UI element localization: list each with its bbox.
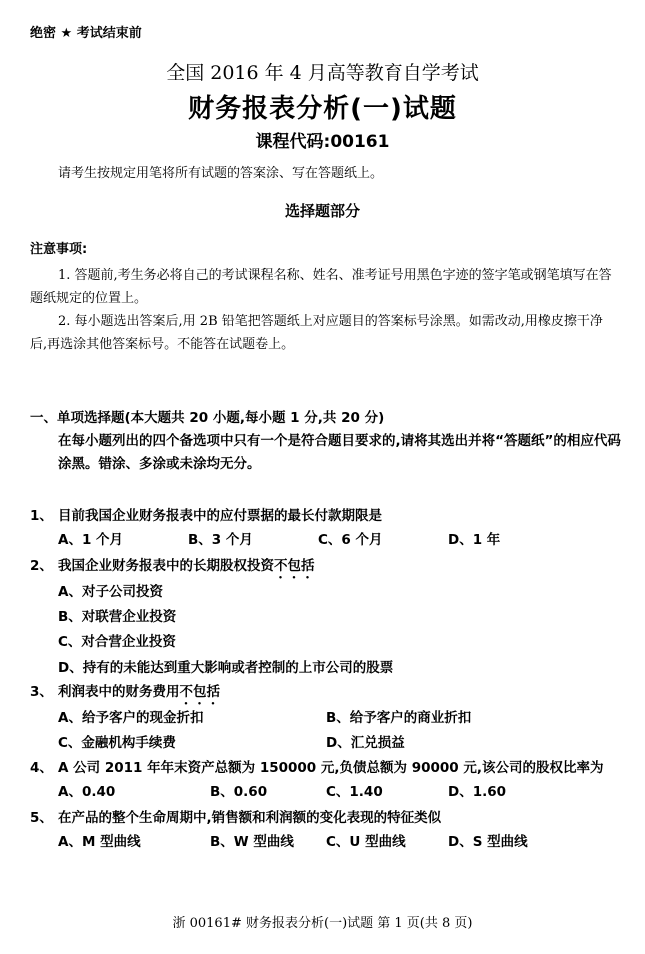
option-c: C、对合营企业投资 [58, 634, 176, 650]
question-stem: 利润表中的财务费用 [58, 684, 180, 700]
option-c: C、6 个月 [318, 532, 383, 548]
question-text: 在产品的整个生命周期中,销售额和利润额的变化表现的特征类似 [58, 810, 442, 826]
option-a: A、0.40 [58, 784, 116, 800]
note-item: 2. 每小题选出答案后,用 2B 铅笔把答题纸上对应题目的答案标号涂黑。如需改动,用橡皮擦干净后,再选涂其他答案标号。不能答在试题卷上。 [30, 314, 603, 352]
option-b: B、0.60 [210, 784, 268, 800]
question-text: A 公司 2011 年年末资产总额为 150000 元,负债总额为 90000 元,该公司的股权比率为 [58, 760, 604, 776]
emphasized-text: 不包括 [274, 558, 315, 574]
question-number: 3、 [30, 684, 53, 700]
option-c: C、1.40 [326, 784, 383, 800]
question-number: 4、 [30, 760, 53, 776]
question-number: 5、 [30, 810, 53, 826]
general-instruction: 请考生按规定用笔将所有试题的答案涂、写在答题纸上。 [58, 166, 384, 181]
page-footer: 浙 00161# 财务报表分析(一)试题 第 1 页(共 8 页) [172, 916, 473, 931]
option-d: D、1 年 [448, 532, 501, 548]
option-d: D、1.60 [448, 784, 507, 800]
question-text: 目前我国企业财务报表中的应付票据的最长付款期限是 [58, 508, 382, 524]
part-description: 在每小题列出的四个备选项中只有一个是符合题目要求的,请将其选出并将“答题纸”的相应代码涂黑。错涂、多涂或未涂均无分。 [58, 433, 621, 472]
option-a: A、对子公司投资 [58, 584, 163, 600]
option-d: D、汇兑损益 [326, 735, 405, 751]
course-code: 课程代码:00161 [255, 132, 390, 152]
paper-title: 财务报表分析(一)试题 [188, 94, 457, 124]
question-number: 2、 [30, 558, 53, 574]
option-b: B、3 个月 [188, 532, 253, 548]
note-item: 1. 答题前,考生务必将自己的考试课程名称、姓名、准考证号用黑色字迹的签字笔或钢笔填写在答题纸规定的位置上。 [30, 268, 612, 306]
option-b: B、给予客户的商业折扣 [326, 710, 472, 726]
part-heading: 一、单项选择题(本大题共 20 小题,每小题 1 分,共 20 分) [30, 410, 385, 426]
option-c: C、金融机构手续费 [58, 735, 176, 751]
question-number: 1、 [30, 508, 53, 524]
question-stem: 我国企业财务报表中的长期股权投资 [58, 558, 274, 574]
question-text [58, 554, 315, 582]
confidentiality-label: 绝密 ★ 考试结束前 [30, 26, 142, 41]
emphasized-text: 不包括 [179, 684, 220, 700]
notes-title: 注意事项: [30, 242, 88, 257]
option-b: B、对联营企业投资 [58, 609, 177, 625]
option-c: C、U 型曲线 [326, 834, 406, 850]
option-a: A、M 型曲线 [58, 834, 141, 850]
section-title: 选择题部分 [284, 202, 360, 220]
option-d: D、S 型曲线 [448, 834, 528, 850]
option-d: D、持有的未能达到重大影响或者控制的上市公司的股票 [58, 660, 394, 676]
option-a: A、1 个月 [58, 532, 124, 548]
option-b: B、W 型曲线 [210, 834, 294, 850]
option-a: A、给予客户的现金折扣 [58, 710, 204, 726]
exam-title: 全国 2016 年 4 月高等教育自学考试 [166, 62, 479, 84]
question-text [58, 680, 220, 708]
